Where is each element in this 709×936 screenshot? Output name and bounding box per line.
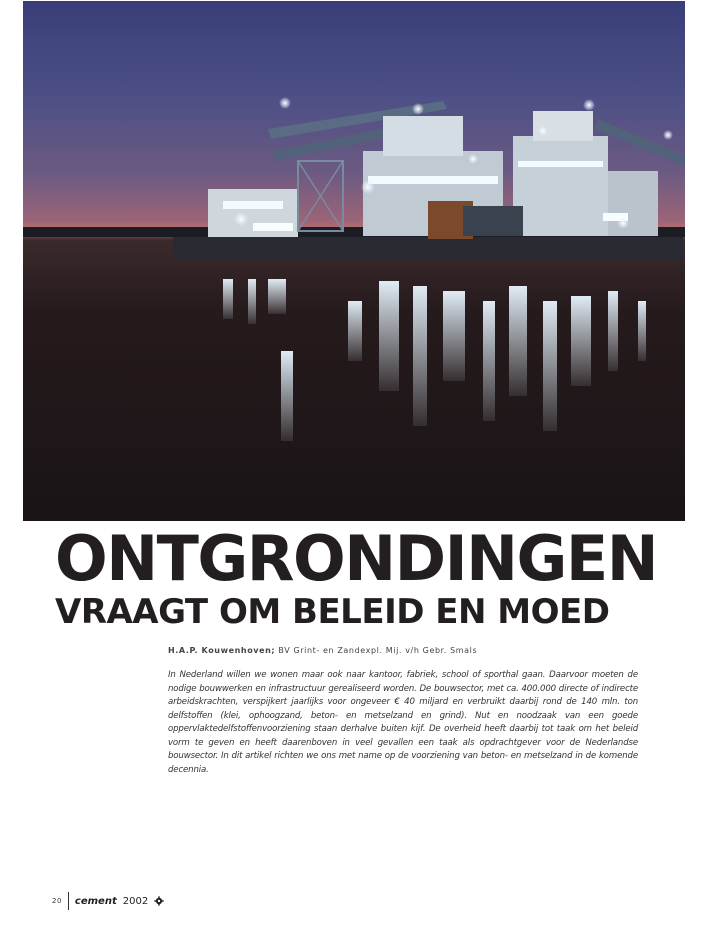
page-footer xyxy=(52,891,164,911)
page-number: 20 xyxy=(52,897,62,905)
article-subtitle: VRAAGT OM BELEID EN MOED xyxy=(55,592,610,632)
author-name: H.A.P. Kouwenhoven; xyxy=(168,646,276,655)
author-affiliation: BV Grint- en Zandexpl. Mij. v/h Gebr. Smals xyxy=(278,646,478,655)
article-intro: In Nederland willen we wonen maar ook naar kantoor, fabriek, school of sporthal gaan. Daarvoor moeten de nodige bouwwerken en infrastructuur gerealiseerd worden. De bouwsector, met ca. 400.000 directe of indirecte arbeidskrachten, verspijkert jaarlijks voor ongeveer € 40 miljard en verbruikt daarbij rond de 140 mln. ton delfstoffen (klei, ophoogzand, beton- en metselzand en grind). Nut en noodzaak van een goede oppervlaktedelfstoffenvoorziening staan derhalve buiten kijf. De overheid heeft daarbij tot taak om het beleid vorm te geven en heeft daarenboven in veel gevallen een taak als opdrachtgever voor de Nederlandse bouwsector. In dit artikel richten we ons met name op de voorziening van beton- en metselzand in de komende decennia. xyxy=(168,670,638,775)
magazine-year: 2002 xyxy=(122,895,149,907)
footer-divider xyxy=(68,892,69,910)
magazine-name: cement xyxy=(74,895,117,907)
gear-logo-icon xyxy=(154,896,164,906)
byline xyxy=(168,646,648,655)
dredging-plant-illustration xyxy=(23,1,685,521)
header-photo xyxy=(23,1,685,521)
article-title: ONTGRONDINGEN xyxy=(55,522,658,595)
